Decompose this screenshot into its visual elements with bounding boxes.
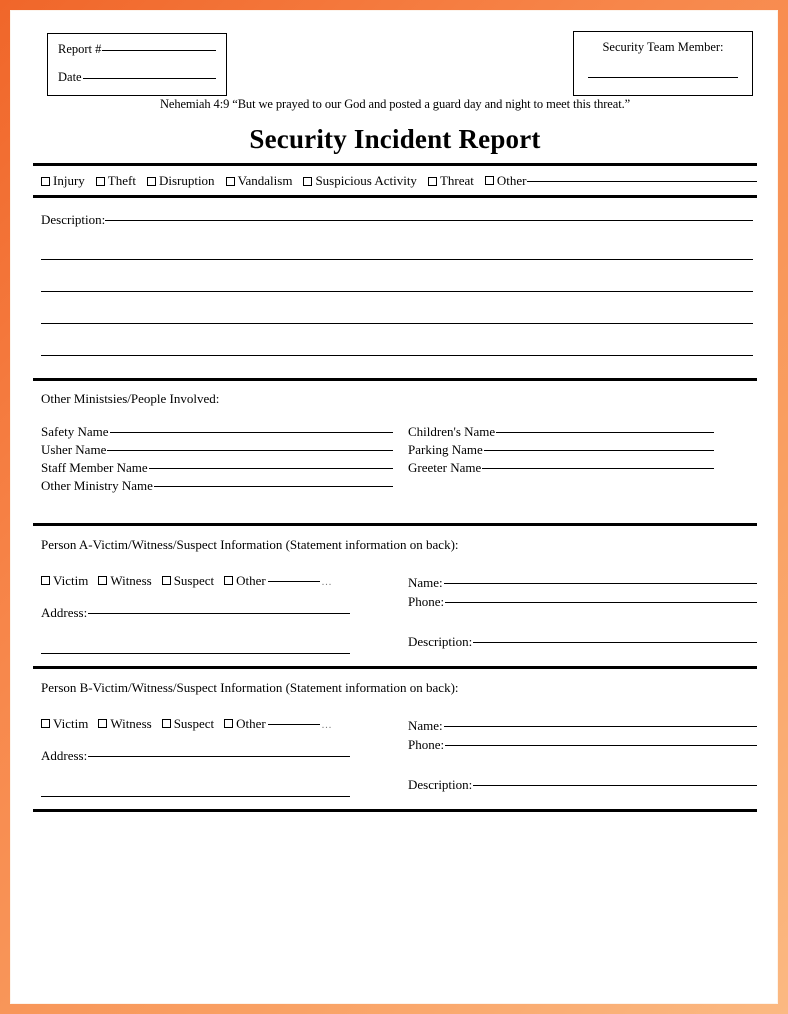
field-rule[interactable] [482, 468, 714, 469]
ministries-columns [33, 423, 757, 495]
field-label: Phone: [408, 737, 445, 753]
description-rule-4[interactable] [41, 323, 753, 324]
person-b-name-field[interactable] [408, 716, 757, 736]
field-label: Address: [41, 604, 88, 620]
field-label: Children's Name [408, 424, 496, 439]
field-safety-name[interactable] [41, 423, 393, 441]
checkbox-label: Disruption [158, 173, 215, 188]
checkbox-label: Other [236, 572, 266, 588]
checkbox-person-a-victim[interactable] [41, 573, 88, 589]
checkbox-square-icon[interactable] [162, 719, 171, 728]
form-header [33, 23, 757, 101]
report-number-field[interactable] [58, 43, 216, 57]
field-rule[interactable] [484, 450, 714, 451]
person-a-description-field[interactable] [408, 632, 757, 652]
incident-report-form [11, 11, 779, 1003]
field-rule[interactable] [445, 602, 757, 603]
field-childrens-name[interactable] [408, 423, 757, 441]
description-rule-1[interactable] [105, 220, 753, 221]
checkbox-theft[interactable] [96, 173, 136, 189]
checkbox-person-a-witness[interactable] [98, 573, 151, 589]
date-label: Date [58, 69, 82, 84]
ministries-left-column [41, 423, 393, 495]
page-title: Security Incident Report [249, 124, 541, 154]
person-b-description-field[interactable] [408, 775, 757, 795]
checkbox-label: Victim [53, 572, 89, 588]
checkbox-square-icon[interactable] [41, 177, 50, 186]
checkbox-square-icon[interactable] [428, 177, 437, 186]
field-greeter-name[interactable] [408, 459, 757, 477]
field-label: Description: [408, 776, 473, 792]
field-usher-name[interactable] [41, 441, 393, 459]
field-rule[interactable] [473, 785, 757, 786]
person-a-role-checkboxes [41, 573, 393, 589]
person-b-columns [33, 716, 757, 797]
security-team-member-label: Security Team Member: [602, 40, 724, 54]
field-label: Usher Name [41, 441, 107, 457]
person-a-other-rule[interactable] [268, 581, 320, 582]
person-b-section [33, 669, 757, 809]
person-a-name-field[interactable] [408, 573, 757, 593]
scripture-verse: Nehemiah 4:9 “But we prayed to our God and posted a guard day and night to meet this threat.” [159, 97, 631, 111]
description-field[interactable] [33, 212, 757, 228]
description-rule-2[interactable] [41, 259, 753, 260]
footer-blank-space [33, 812, 757, 932]
ministries-spacer [33, 495, 757, 513]
report-number-label: Report # [58, 42, 102, 56]
checkbox-person-b-suspect[interactable] [162, 716, 214, 732]
field-rule[interactable] [107, 450, 393, 451]
field-rule[interactable] [473, 642, 757, 643]
checkbox-square-icon[interactable] [224, 576, 233, 585]
field-label: Safety Name [41, 424, 109, 439]
checkbox-label: Suspect [173, 572, 215, 588]
person-a-address-rule-2[interactable] [41, 653, 350, 654]
date-rule[interactable] [83, 78, 216, 79]
field-label: Other Ministry Name [41, 477, 153, 493]
security-team-member-box [573, 31, 753, 96]
checkbox-person-b-other[interactable] [224, 716, 332, 732]
checkbox-square-icon[interactable] [224, 719, 233, 728]
checkbox-label: Suspect [173, 715, 215, 731]
person-a-right-column [393, 573, 757, 654]
person-a-section [33, 526, 757, 666]
field-rule[interactable] [445, 745, 757, 746]
checkbox-person-b-witness[interactable] [98, 716, 151, 732]
field-label: Name: [408, 574, 443, 590]
checkbox-person-a-other[interactable] [224, 573, 332, 589]
page-inner-white [10, 10, 778, 1004]
checkbox-square-icon[interactable] [226, 177, 235, 186]
checkbox-suspicious-activity[interactable] [303, 173, 416, 189]
ministries-right-column [393, 423, 757, 495]
checkbox-square-icon[interactable] [41, 576, 50, 585]
ministries-title: Other Ministsies/People Involved: [41, 391, 220, 406]
person-b-phone-field[interactable] [408, 735, 757, 755]
checkbox-square-icon[interactable] [98, 719, 107, 728]
person-b-right-column [393, 716, 757, 797]
field-rule[interactable] [444, 726, 757, 727]
checkbox-label: Victim [53, 715, 89, 731]
person-a-left-column [41, 573, 393, 654]
checkbox-square-icon[interactable] [303, 177, 312, 186]
checkbox-square-icon[interactable] [485, 176, 494, 185]
person-b-address-rule-1[interactable] [88, 756, 350, 757]
person-b-address-rule-2[interactable] [41, 796, 350, 797]
person-a-columns [33, 573, 757, 654]
checkbox-label: Other [236, 715, 266, 731]
field-label: Staff Member Name [41, 459, 148, 475]
person-a-phone-field[interactable] [408, 592, 757, 612]
checkbox-label: Theft [107, 173, 136, 188]
person-b-other-rule[interactable] [268, 724, 320, 725]
checkbox-square-icon[interactable] [41, 719, 50, 728]
person-a-address-field[interactable] [41, 605, 393, 621]
checkbox-label: Witness [110, 572, 152, 588]
field-label: Greeter Name [408, 459, 482, 475]
field-parking-name[interactable] [408, 441, 757, 459]
checkbox-label: Vandalism [237, 173, 293, 188]
person-a-address-rule-1[interactable] [88, 613, 350, 614]
checkbox-disruption[interactable] [147, 173, 215, 189]
description-rule-5[interactable] [41, 355, 753, 356]
field-rule[interactable] [110, 432, 393, 433]
checkbox-label: Threat [439, 173, 474, 188]
checkbox-person-b-victim[interactable] [41, 716, 88, 732]
person-a-other-dots: ... [321, 576, 333, 588]
field-rule[interactable] [149, 468, 393, 469]
person-a-title: Person A-Victim/Witness/Suspect Information (Statement information on back): [41, 536, 459, 552]
date-field[interactable] [58, 71, 216, 85]
field-rule[interactable] [154, 486, 393, 487]
checkbox-label: Other [496, 173, 527, 188]
other-incident-type-rule[interactable] [527, 181, 757, 182]
field-label: Parking Name [408, 441, 483, 457]
person-b-left-column [41, 716, 393, 797]
checkbox-label: Injury [53, 173, 85, 188]
ministries-section [33, 381, 757, 523]
description-block [33, 198, 757, 378]
field-label: Name: [408, 717, 443, 733]
checkbox-square-icon[interactable] [162, 576, 171, 585]
checkbox-injury[interactable] [41, 173, 85, 189]
field-other-ministry-name[interactable] [41, 477, 393, 495]
field-staff-member-name[interactable] [41, 459, 393, 477]
checkbox-other[interactable] [485, 173, 757, 189]
person-b-address-field[interactable] [41, 748, 393, 764]
checkbox-person-a-suspect[interactable] [162, 573, 214, 589]
person-b-title: Person B-Victim/Witness/Suspect Information (Statement information on back): [41, 679, 459, 695]
person-b-right-spacer [408, 755, 757, 775]
field-label: Address: [41, 747, 88, 763]
person-a-right-spacer [408, 612, 757, 632]
checkbox-label: Suspicious Activity [315, 173, 417, 188]
checkbox-square-icon[interactable] [98, 576, 107, 585]
field-label: Phone: [408, 594, 445, 610]
report-info-box [47, 33, 227, 96]
checkbox-square-icon[interactable] [96, 177, 105, 186]
incident-type-checkbox-row [33, 166, 757, 195]
checkbox-vandalism[interactable] [226, 173, 293, 189]
person-b-role-checkboxes [41, 716, 393, 732]
description-label: Description: [41, 212, 106, 227]
field-rule[interactable] [496, 432, 714, 433]
report-number-rule[interactable] [102, 50, 216, 51]
checkbox-label: Witness [110, 715, 152, 731]
person-b-other-dots: ... [321, 719, 333, 731]
checkbox-threat[interactable] [428, 173, 474, 189]
security-team-member-rule[interactable] [588, 77, 738, 78]
field-rule[interactable] [444, 583, 757, 584]
field-label: Description: [408, 633, 473, 649]
description-rule-3[interactable] [41, 291, 753, 292]
checkbox-square-icon[interactable] [147, 177, 156, 186]
